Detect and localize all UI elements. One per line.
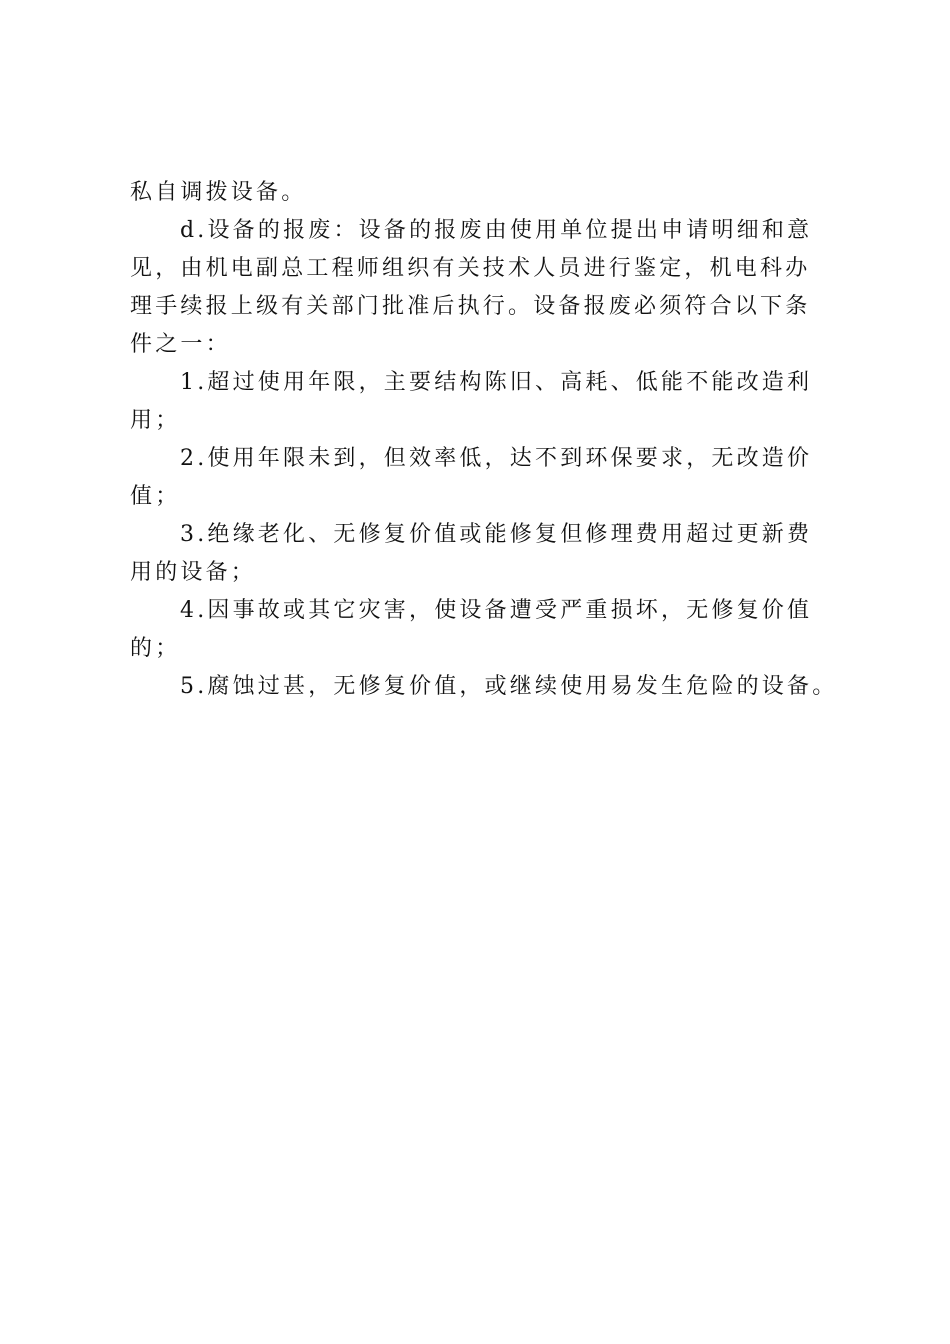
text-line: 件之一：: [130, 332, 231, 357]
paragraph-scrapping-start: d.设备的报废：设备的报废由使用单位提出申请明细和意: [180, 218, 813, 243]
text-line: 理手续报上级有关部门批准后执行。设备报废必须符合以下条: [130, 294, 811, 319]
condition-item-2: 2.使用年限未到，但效率低，达不到环保要求，无改造价: [180, 446, 813, 471]
text-line: 值；: [130, 484, 181, 509]
text-line: 私自调拨设备。: [130, 180, 307, 205]
condition-item-4: 4.因事故或其它灾害，使设备遭受严重损坏，无修复价值: [180, 598, 813, 623]
condition-item-3: 3.绝缘老化、无修复价值或能修复但修理费用超过更新费: [180, 522, 813, 547]
text-line: 用的设备；: [130, 560, 257, 585]
text-line: 用；: [130, 408, 181, 433]
condition-item-1: 1.超过使用年限，主要结构陈旧、高耗、低能不能改造利: [180, 370, 813, 395]
condition-item-5: 5.腐蚀过甚，无修复价值，或继续使用易发生危险的设备。: [180, 674, 838, 699]
document-body: [130, 174, 850, 706]
text-line: 的；: [130, 636, 181, 661]
text-line: 见，由机电副总工程师组织有关技术人员进行鉴定，机电科办: [130, 256, 811, 281]
